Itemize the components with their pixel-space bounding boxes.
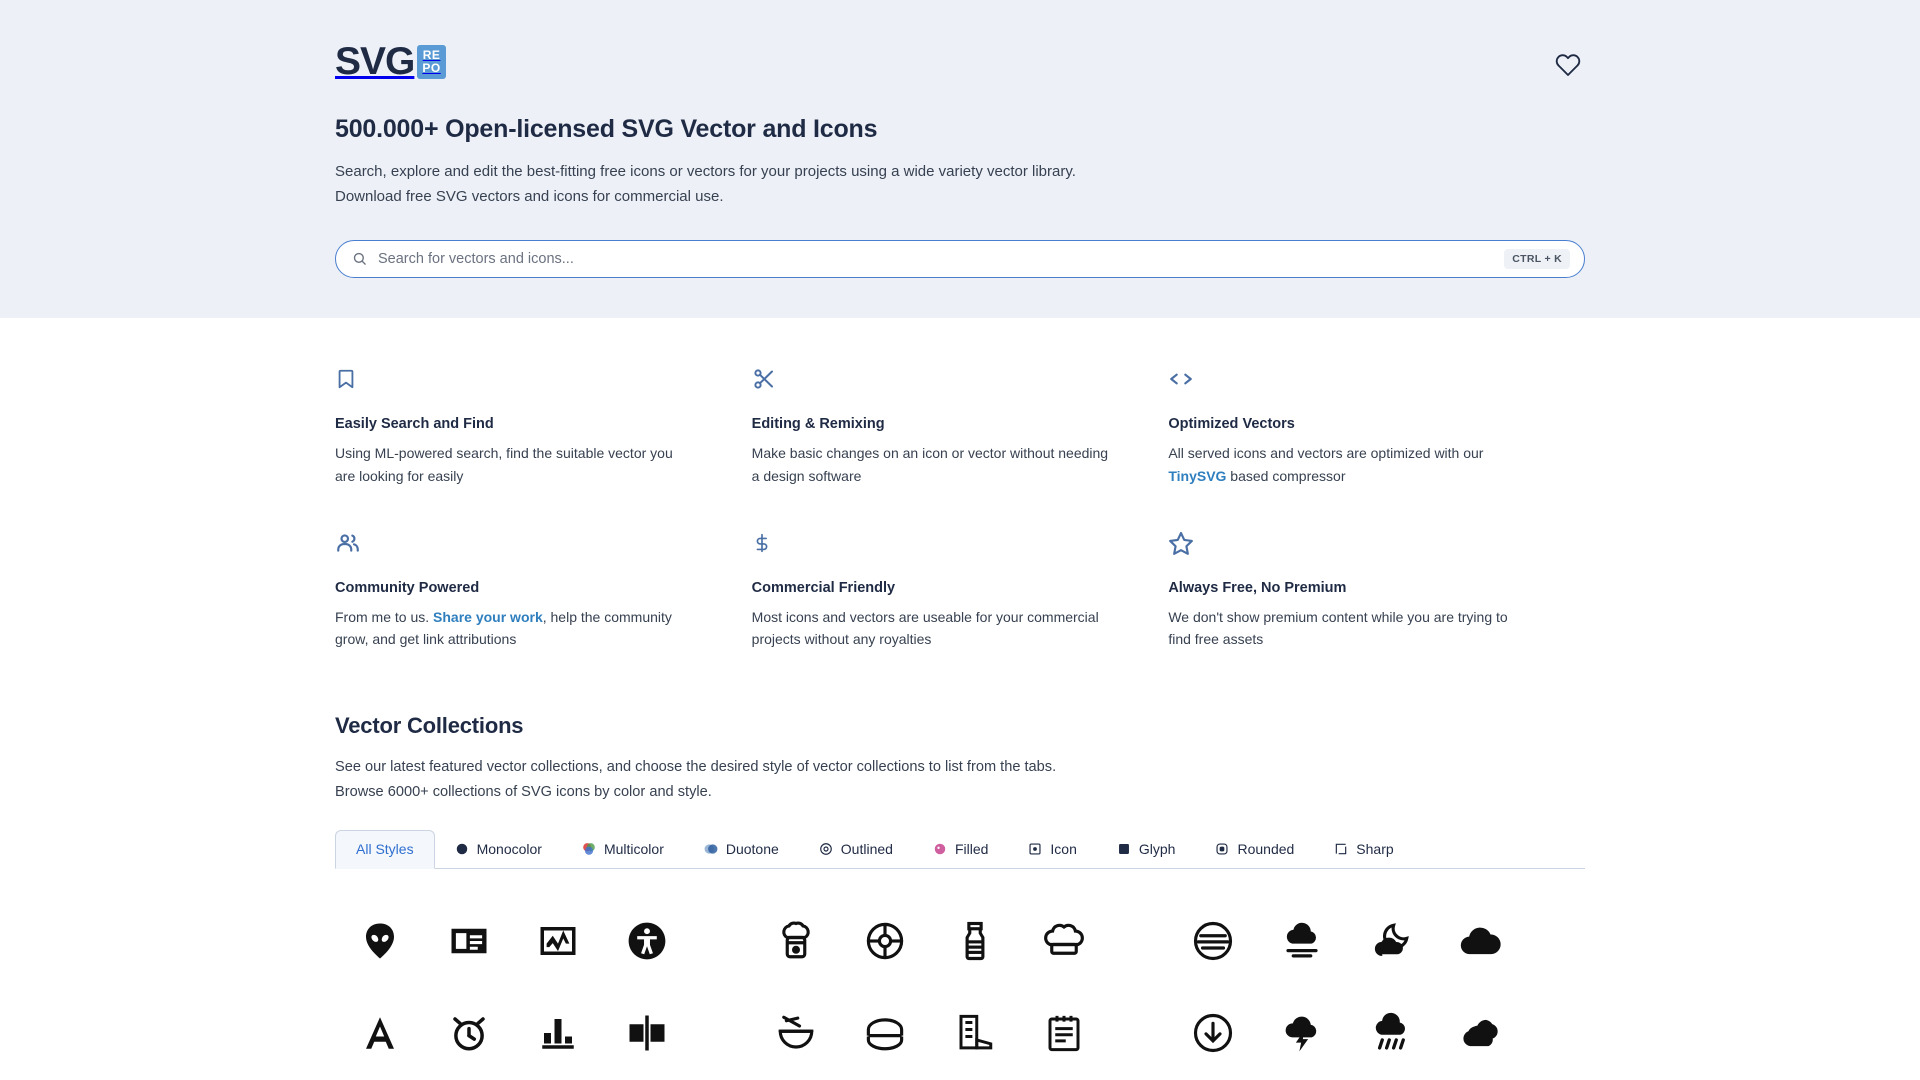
hero-section: [0, 0, 1920, 318]
feature-text: [752, 442, 1109, 488]
tab-label: Rounded: [1237, 841, 1295, 858]
tab-all-styles[interactable]: [335, 830, 435, 869]
tab-label: Duotone: [725, 841, 779, 858]
feature-text-body: From me to us.: [335, 608, 434, 625]
search-input[interactable]: [367, 251, 1504, 267]
logo-text: SVG: [335, 40, 415, 83]
site-logo[interactable]: [335, 42, 446, 81]
tab-label: Glyph: [1138, 841, 1176, 858]
icon-shape-icon: [1028, 842, 1042, 856]
people-icon: [335, 530, 692, 558]
collection-preview-3[interactable]: [1168, 895, 1585, 1079]
feature-community-powered: [335, 530, 752, 652]
style-tabs: [335, 830, 1585, 869]
cheese-building-icon[interactable]: [930, 987, 1019, 1079]
monocolor-icon: [455, 842, 469, 856]
recipe-list-icon[interactable]: [1019, 987, 1108, 1079]
tab-icon[interactable]: [1008, 831, 1096, 868]
tab-rounded[interactable]: [1195, 831, 1314, 868]
chef-hat-icon[interactable]: [1019, 895, 1108, 987]
feature-text-body: Make basic changes on an icon or vector without needing a design software: [751, 445, 1109, 484]
feature-text-after: based compressor: [1226, 467, 1346, 484]
header-row: [335, 0, 1585, 85]
code-icon: [1168, 366, 1525, 394]
feature-text: [1168, 606, 1525, 652]
logo-badge-line1: RE: [422, 47, 441, 62]
star-icon: [1168, 530, 1525, 558]
scissors-icon: [752, 366, 1109, 394]
alien-icon[interactable]: [335, 895, 424, 987]
feature-text-body: We don't show premium content while you are trying to find free assets: [1168, 608, 1508, 648]
feature-text-body: Using ML-powered search, find the suitable vector you are looking for easily: [335, 445, 673, 484]
cloud-lightning-icon[interactable]: [1257, 987, 1346, 1079]
cloud-fog-icon[interactable]: [1257, 895, 1346, 987]
feature-text-body: Most icons and vectors are useable for your commercial projects without any royalties: [751, 608, 1099, 648]
tab-label: All Styles: [356, 841, 414, 858]
tab-label: Icon: [1050, 841, 1077, 858]
feature-text-body: All served icons and vectors are optimized with our: [1168, 445, 1484, 461]
burger-icon[interactable]: [841, 987, 930, 1079]
cloud-rain-icon[interactable]: [1347, 987, 1436, 1079]
feature-text: [1168, 442, 1525, 488]
donut-icon[interactable]: [841, 895, 930, 987]
tab-sharp[interactable]: [1314, 831, 1413, 868]
feature-title: Optimized Vectors: [1168, 416, 1295, 432]
feature-text: [335, 606, 692, 652]
hero-container: [335, 0, 1585, 278]
tab-label: Multicolor: [603, 841, 664, 858]
collections-sub-line1: See our latest featured vector collections, and choose the desired style of vector collections to list from the tabs.: [335, 759, 1057, 776]
feature-editing-remixing: [752, 366, 1169, 488]
logo-badge: [417, 45, 445, 79]
duotone-icon: [704, 842, 718, 856]
tab-label: Outlined: [840, 841, 893, 858]
multicolor-icon: [582, 842, 596, 856]
cloud-icon[interactable]: [1436, 895, 1525, 987]
clouds-icon[interactable]: [1436, 987, 1525, 1079]
glyph-icon: [1117, 842, 1131, 856]
bar-chart-icon[interactable]: [513, 987, 602, 1079]
feature-title: Editing & Remixing: [751, 416, 885, 432]
outlined-icon: [819, 842, 833, 856]
features-grid: [335, 366, 1585, 651]
tab-filled[interactable]: [913, 831, 1008, 868]
tab-label: Sharp: [1356, 841, 1394, 858]
id-card-icon[interactable]: [424, 895, 513, 987]
tab-multicolor[interactable]: [562, 831, 684, 868]
align-center-icon[interactable]: [602, 987, 691, 1079]
filled-icon: [933, 842, 947, 856]
tab-outlined[interactable]: [799, 831, 913, 868]
cloud-moon-icon[interactable]: [1347, 895, 1436, 987]
activity-chart-icon[interactable]: [513, 895, 602, 987]
bookmark-icon: [335, 366, 692, 394]
accessibility-icon[interactable]: [602, 895, 691, 987]
tab-label: Filled: [954, 841, 989, 858]
page-title: 500.000+ Open-licensed SVG Vector and Icons: [335, 115, 878, 143]
rounded-icon: [1215, 842, 1229, 856]
search-shortcut-badge: CTRL + K: [1504, 249, 1570, 269]
feature-text: [335, 442, 692, 488]
cloud-download-icon[interactable]: [1168, 987, 1257, 1079]
tinysvg-link[interactable]: TinySVG: [1168, 467, 1227, 484]
feature-commercial-friendly: [752, 530, 1169, 652]
feature-optimized-vectors: [1168, 366, 1585, 488]
alarm-clock-icon[interactable]: [424, 987, 513, 1079]
letter-a-icon[interactable]: [335, 987, 424, 1079]
search-wrapper: [335, 240, 1585, 278]
feature-title: Community Powered: [335, 579, 480, 596]
cloud-lines-icon[interactable]: [1168, 895, 1257, 987]
tab-glyph[interactable]: [1097, 831, 1196, 868]
feature-always-free-no-premium: [1168, 530, 1585, 652]
feature-text-after: , help the community grow, and get link attributions: [335, 608, 672, 648]
hero-subtitle-line1: Search, explore and edit the best-fitting free icons or vectors for your projects using a wide variety vector library.: [335, 163, 1076, 180]
search-icon: [352, 251, 367, 266]
bottle-icon[interactable]: [930, 895, 1019, 987]
feature-easily-search-and-find: [335, 366, 752, 488]
features-container: [335, 366, 1585, 1079]
collections-sub-line2: Browse 6000+ collections of SVG icons by color and style.: [335, 784, 712, 801]
favorites-heart-icon[interactable]: [1551, 48, 1585, 85]
tab-label: Monocolor: [476, 841, 542, 858]
noodle-bowl-icon[interactable]: [752, 987, 841, 1079]
vector-collections-section: [335, 713, 1585, 1079]
search-box[interactable]: [335, 240, 1585, 278]
feature-title: Always Free, No Premium: [1168, 579, 1347, 596]
collection-preview-2[interactable]: [752, 895, 1169, 1079]
feature-title: Easily Search and Find: [335, 416, 494, 432]
hero-subtitle-line2: Download free SVG vectors and icons for commercial use.: [335, 188, 724, 206]
sharp-icon: [1334, 842, 1348, 856]
collection-previews: [335, 895, 1585, 1079]
dollar-icon: [752, 530, 1109, 558]
feature-text: [752, 606, 1109, 652]
chef-icon[interactable]: [752, 895, 841, 987]
tab-monocolor[interactable]: [435, 831, 562, 868]
share-your-work-link[interactable]: Share your work: [433, 608, 543, 625]
feature-title: Commercial Friendly: [751, 579, 896, 596]
logo-badge-line2: PO: [422, 60, 441, 75]
tab-duotone[interactable]: [684, 831, 799, 868]
collections-heading: Vector Collections: [335, 713, 524, 739]
collection-preview-1[interactable]: [335, 895, 752, 1079]
